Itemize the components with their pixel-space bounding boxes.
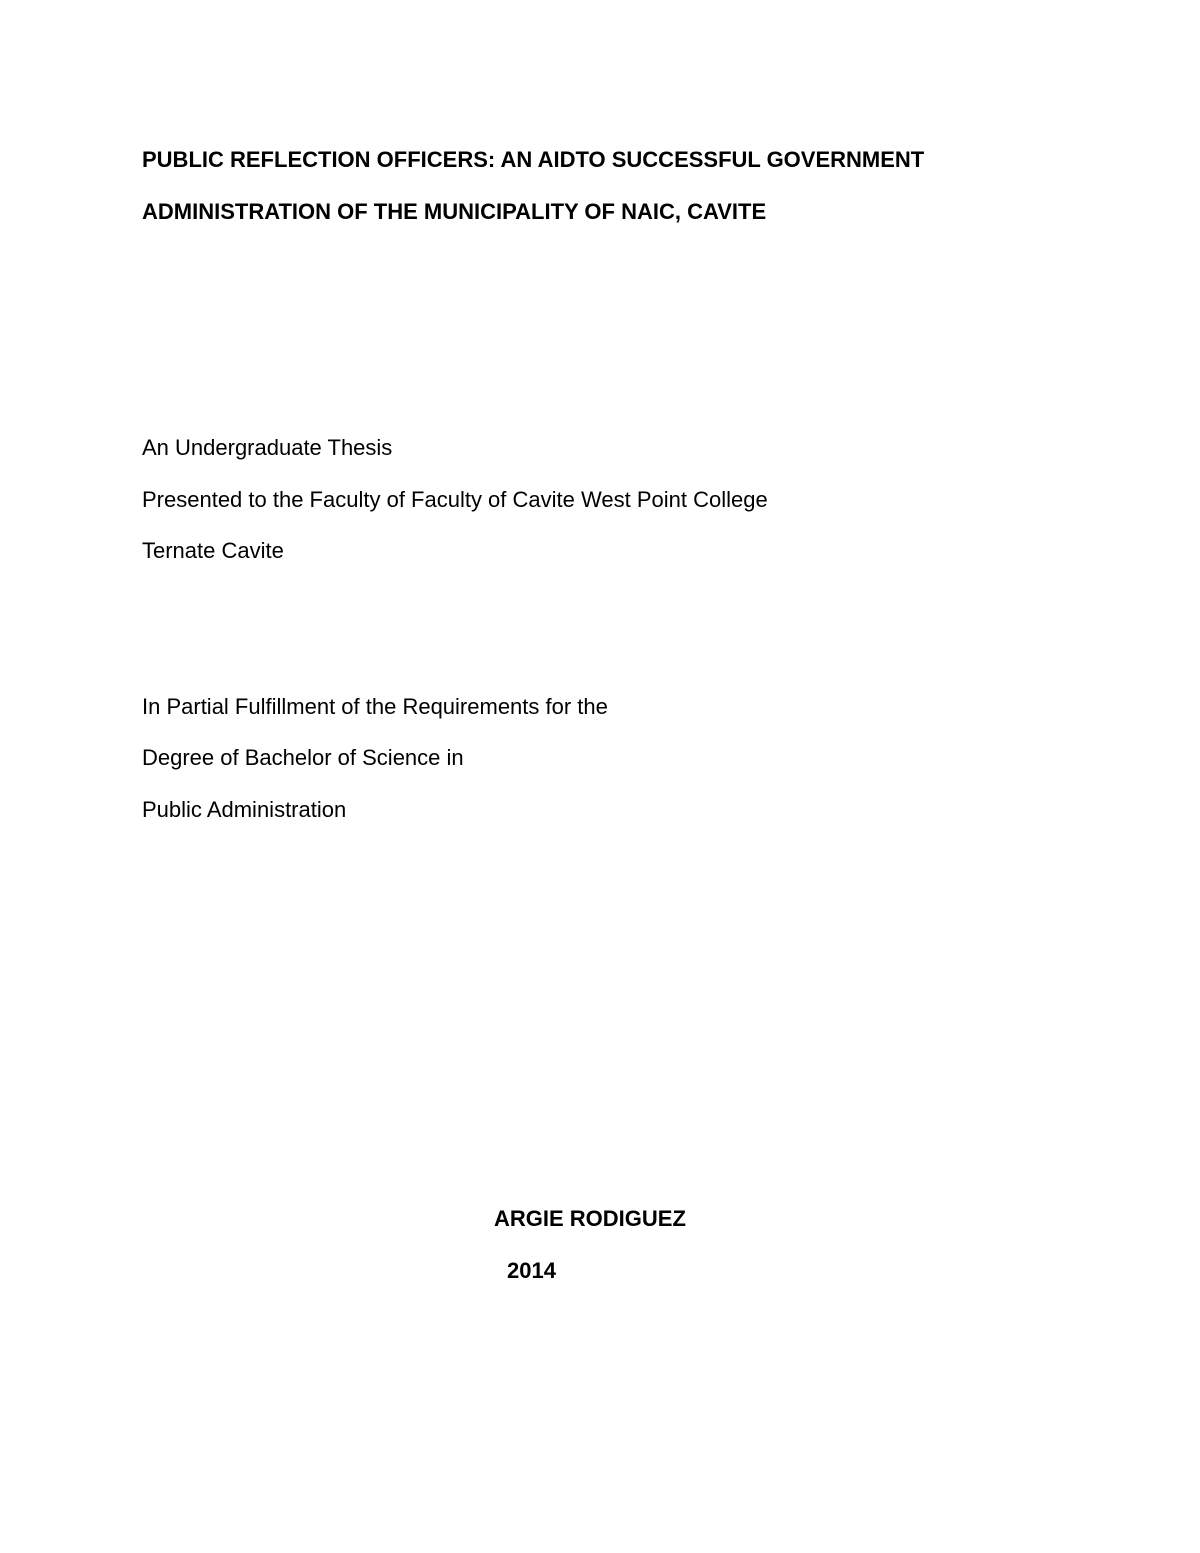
thesis-type: An Undergraduate Thesis (142, 435, 393, 460)
institution-location: Ternate Cavite (142, 538, 284, 563)
thesis-title-line-1: PUBLIC REFLECTION OFFICERS: AN AIDTO SUCCESSFUL GOVERNMENT (142, 147, 925, 172)
presented-to: Presented to the Faculty of Faculty of Cavite West Point College (142, 487, 768, 512)
thesis-title-line-2: ADMINISTRATION OF THE MUNICIPALITY OF NAIC, CAVITE (142, 199, 767, 224)
degree-program: Public Administration (142, 797, 347, 822)
thesis-year: 2014 (507, 1258, 556, 1283)
author-name: ARGIE RODIGUEZ (494, 1206, 686, 1231)
fulfillment-statement-line-2: Degree of Bachelor of Science in (142, 745, 464, 770)
fulfillment-statement-line-1: In Partial Fulfillment of the Requirements for the (142, 694, 608, 719)
